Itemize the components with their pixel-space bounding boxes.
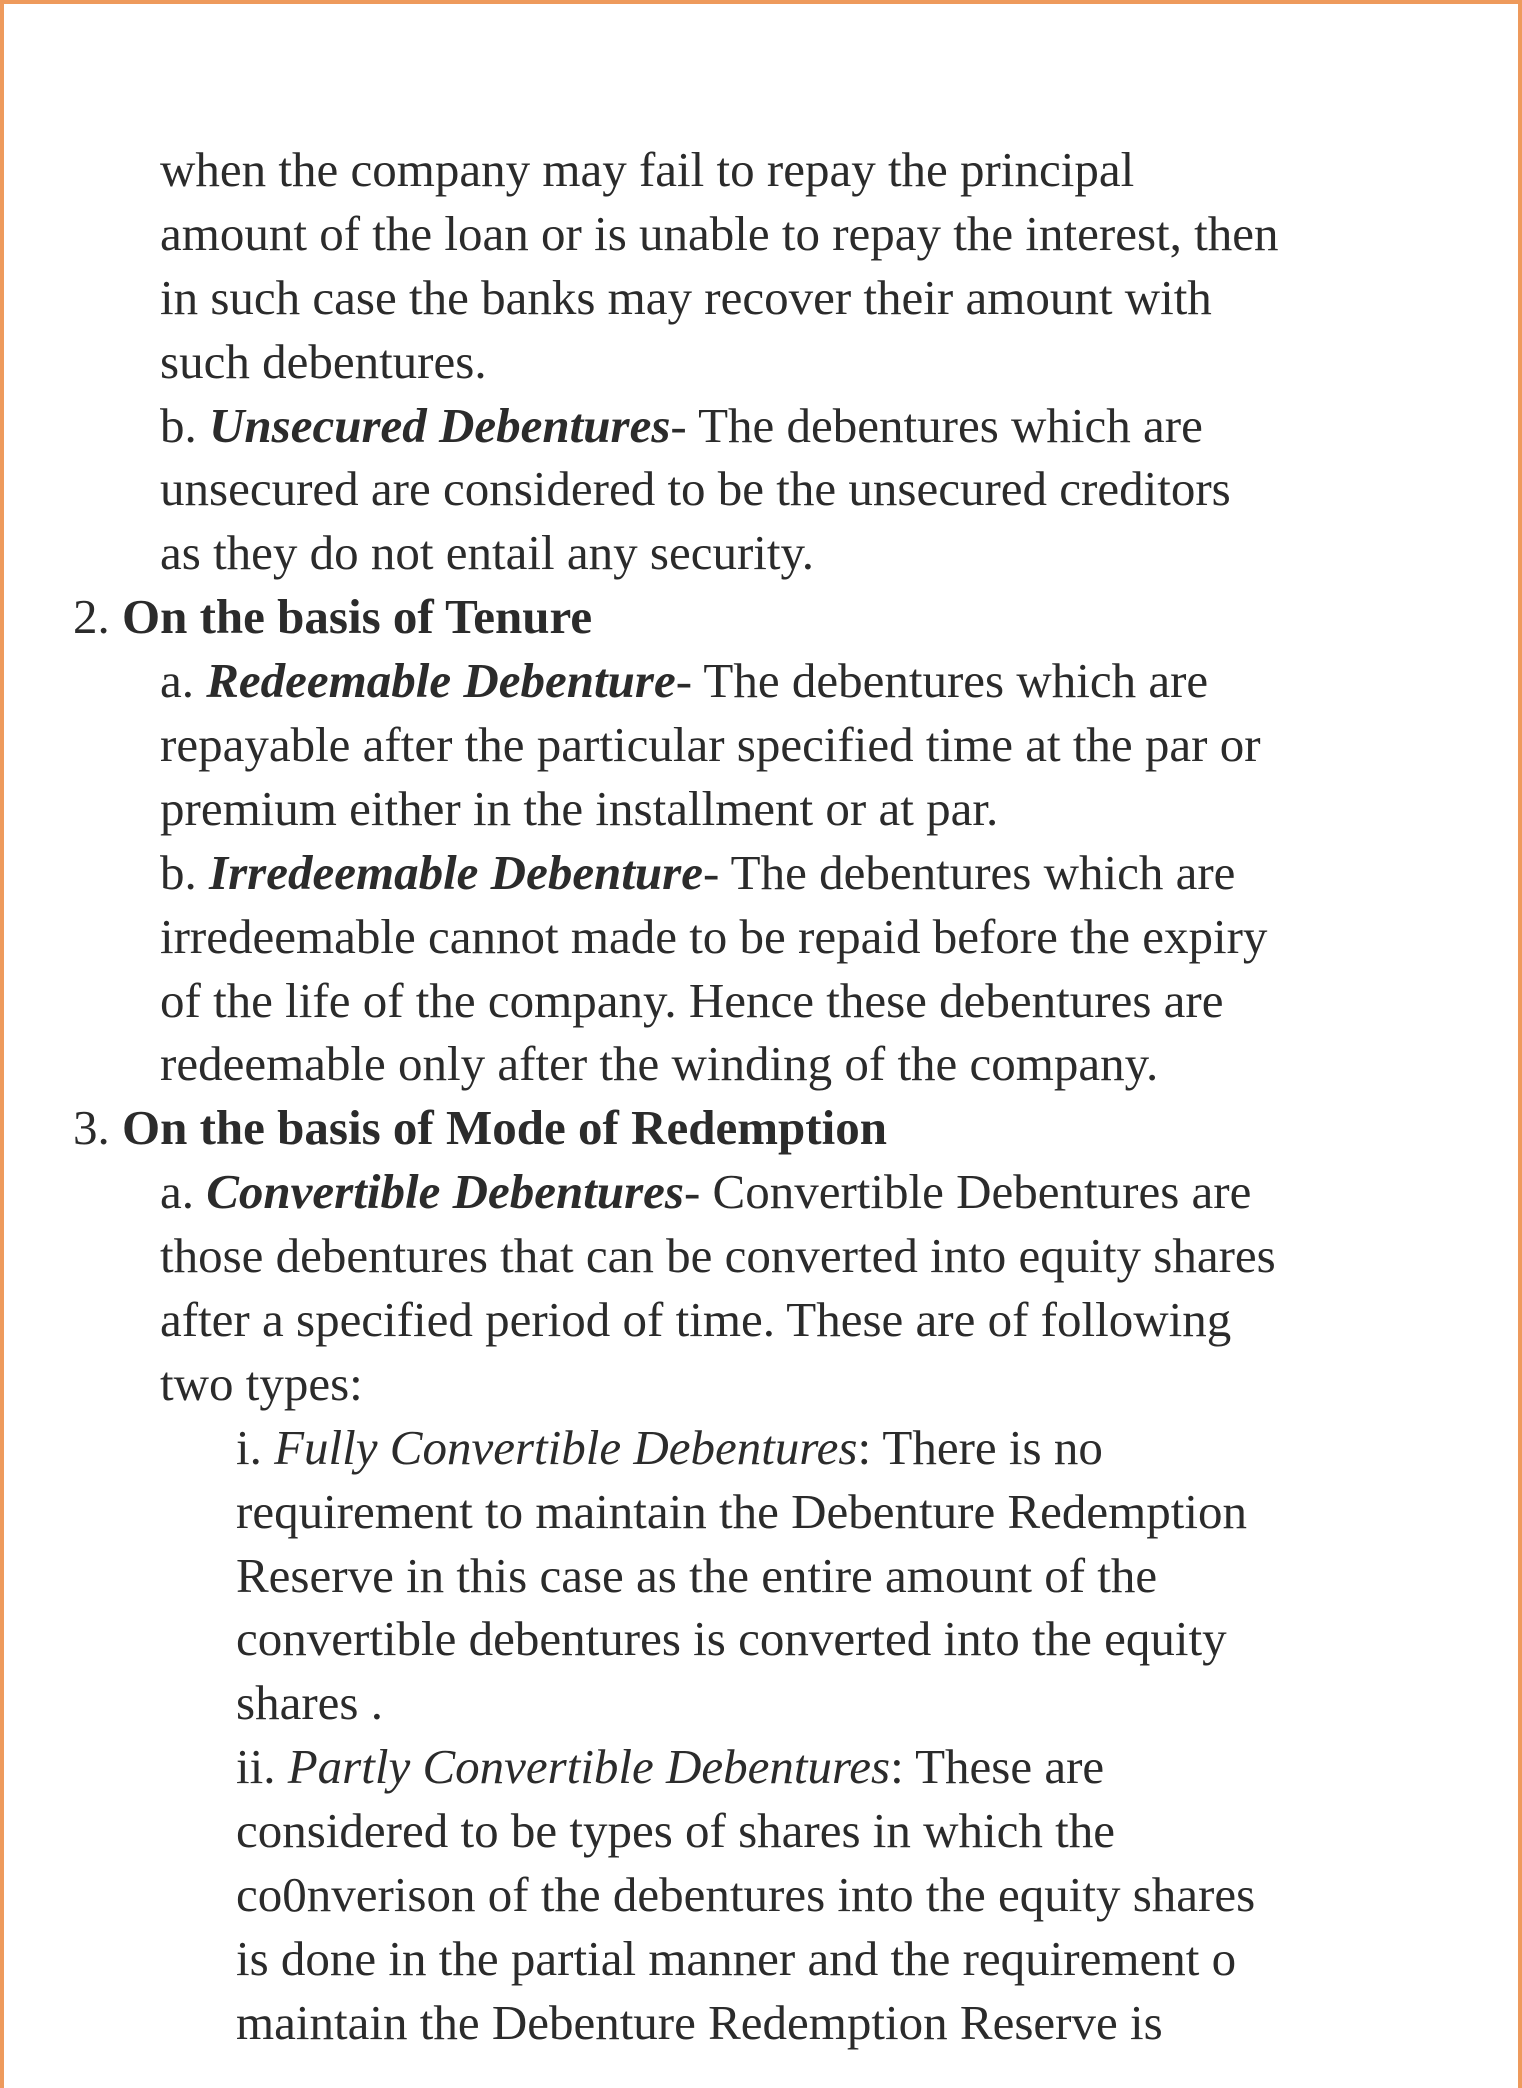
- text-line: [4, 1224, 1518, 1288]
- body-text: - The debentures which are: [675, 653, 1209, 709]
- body-text: b.: [160, 844, 209, 900]
- text-line: [4, 1032, 1518, 1096]
- body-text: b.: [160, 397, 209, 453]
- body-text: a.: [160, 1164, 207, 1220]
- body-text: as they do not entail any security.: [160, 525, 815, 581]
- heading-text: On the basis of Tenure: [122, 589, 593, 645]
- text-line: [4, 1160, 1518, 1224]
- text-line: [4, 1544, 1518, 1608]
- text-line: [4, 777, 1518, 841]
- body-text: considered to be types of shares in which the: [236, 1803, 1116, 1859]
- text-line: [4, 713, 1518, 777]
- text-line: [4, 905, 1518, 969]
- section-heading-line: [4, 1096, 1518, 1160]
- body-text: co0nverison of the debentures into the equity shares: [236, 1867, 1256, 1923]
- body-text: - Convertible Debentures are: [683, 1164, 1252, 1220]
- text-line: [4, 1416, 1518, 1480]
- text-line: [4, 1480, 1518, 1544]
- body-text: irredeemable cannot made to be repaid before the expiry: [160, 908, 1268, 964]
- text-line: [4, 202, 1518, 266]
- body-text: repayable after the particular specified time at the par or: [160, 717, 1261, 773]
- text-line: [4, 1863, 1518, 1927]
- text-line: [4, 457, 1518, 521]
- text-line: [4, 969, 1518, 1033]
- body-text: two types:: [160, 1355, 363, 1411]
- body-text: : There is no: [857, 1419, 1103, 1475]
- body-text: in such case the banks may recover their amount with: [160, 269, 1212, 325]
- body-text: those debentures that can be converted into equity shares: [160, 1228, 1276, 1284]
- text-line: [4, 1799, 1518, 1863]
- document-body: [4, 138, 1518, 2055]
- body-text: redeemable only after the winding of the company.: [160, 1036, 1159, 1092]
- term-text: Irredeemable Debenture: [209, 844, 703, 900]
- body-text: i.: [236, 1419, 275, 1475]
- section-heading-line: [4, 585, 1518, 649]
- text-line: [4, 394, 1518, 458]
- text-line: [4, 649, 1518, 713]
- body-text: - The debentures which are: [670, 397, 1203, 453]
- body-text: when the company may fail to repay the principal: [160, 142, 1135, 197]
- body-text: after a specified period of time. These are of following: [160, 1292, 1232, 1348]
- term-text: Convertible Debentures: [206, 1164, 684, 1220]
- text-line: [4, 1288, 1518, 1352]
- body-text: maintain the Debenture Redemption Reserve is: [236, 1994, 1163, 2050]
- term-text: Fully Convertible Debentures: [274, 1419, 858, 1475]
- term-text: Redeemable Debenture: [206, 653, 676, 709]
- body-text: such debentures.: [160, 333, 487, 389]
- body-text: - The debentures which are: [703, 844, 1236, 900]
- text-line: [4, 1671, 1518, 1735]
- text-line: [4, 266, 1518, 330]
- body-text: 2.: [73, 589, 122, 645]
- body-text: convertible debentures is converted into the equity: [236, 1611, 1227, 1667]
- term-text: Partly Convertible Debentures: [287, 1739, 891, 1795]
- text-line: [4, 1735, 1518, 1799]
- text-line: [4, 841, 1518, 905]
- body-text: a.: [160, 653, 207, 709]
- body-text: 3.: [73, 1100, 122, 1156]
- body-text: shares .: [236, 1675, 383, 1731]
- text-line: [4, 138, 1518, 202]
- text-line: [4, 1607, 1518, 1671]
- body-text: amount of the loan or is unable to repay the interest, then: [160, 205, 1279, 261]
- text-line: [4, 521, 1518, 585]
- body-text: Reserve in this case as the entire amount of the: [236, 1547, 1158, 1603]
- body-text: : These are: [890, 1739, 1105, 1795]
- term-text: Unsecured Debentures: [209, 397, 671, 453]
- text-line: [4, 1352, 1518, 1416]
- text-line: [4, 330, 1518, 394]
- body-text: requirement to maintain the Debenture Redemption: [236, 1483, 1247, 1539]
- body-text: is done in the partial manner and the requirement o: [236, 1930, 1237, 1986]
- body-text: of the life of the company. Hence these debentures are: [160, 972, 1224, 1028]
- heading-text: On the basis of Mode of Redemption: [122, 1100, 887, 1156]
- body-text: premium either in the installment or at par.: [160, 780, 999, 836]
- text-line: [4, 1927, 1518, 1991]
- body-text: ii.: [236, 1739, 288, 1795]
- body-text: unsecured are considered to be the unsecured creditors: [160, 461, 1231, 517]
- text-line: [4, 1991, 1518, 2055]
